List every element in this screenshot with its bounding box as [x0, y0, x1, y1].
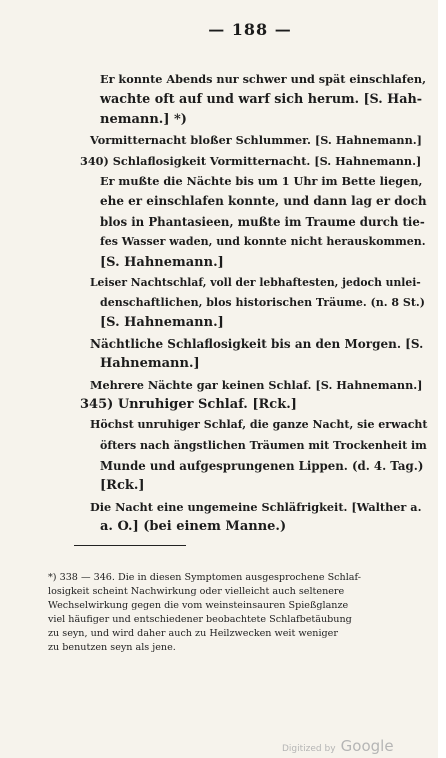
- text-line: ehe er einschlafen konnte, und dann lag er doch: [100, 194, 427, 208]
- text-line: a. O.] (bei einem Manne.): [100, 519, 287, 534]
- text-line: [Rck.]: [100, 478, 145, 493]
- digitized-watermark: [282, 736, 394, 755]
- text-line: Er konnte Abends nur schwer und spät einschlafen,: [100, 72, 427, 86]
- watermark-brand: Google: [340, 737, 394, 755]
- footnote-line: zu benutzen seyn als jene.: [48, 642, 176, 653]
- text-line: Die Nacht eine ungemeine Schläfrigkeit. [Walther a.: [90, 500, 422, 514]
- text-line: denschaftlichen, blos historischen Träume. (n. 8 St.): [100, 296, 425, 309]
- text-line: öfters nach ängstlichen Träumen mit Trockenheit im: [100, 439, 427, 452]
- footnote-line: Wechselwirkung gegen die vom weinsteinsauren Spießglanze: [48, 600, 349, 611]
- text-line: Nächtliche Schlaflosigkeit bis an den Morgen. [S.: [90, 337, 424, 351]
- text-line: Hahnemann.]: [100, 356, 200, 371]
- text-line: fes Wasser waden, und konnte nicht herauskommen.: [100, 235, 426, 248]
- text-line: 345) Unruhiger Schlaf. [Rck.]: [80, 397, 297, 412]
- page-edge: [438, 0, 446, 758]
- text-line: Vormitternacht bloßer Schlummer. [S. Hahnemann.]: [90, 133, 422, 147]
- text-line: blos in Phantasieen, mußte im Traume durch tie-: [100, 215, 425, 229]
- text-line: 340) Schlaflosigkeit Vormitternacht. [S. Hahnemann.]: [80, 154, 422, 168]
- watermark-prefix: Digitized by: [282, 744, 336, 754]
- footnote-line: viel häufiger und entschiedener beobachtete Schlafbetäubung: [48, 614, 352, 625]
- text-line: [S. Hahnemann.]: [100, 255, 224, 270]
- text-line: Leiser Nachtschlaf, voll der lebhaftesten, jedoch unlei-: [90, 276, 421, 289]
- text-line: nemann.] *): [100, 112, 187, 127]
- footnote-divider: [74, 545, 186, 546]
- text-line: wachte oft auf und warf sich herum. [S. Hah-: [100, 92, 423, 107]
- footnote-line: zu seyn, und wird daher auch zu Heilzwecken weit weniger: [48, 628, 338, 639]
- footnote-line: *) 338 — 346. Die in diesen Symptomen ausgesprochene Schlaf-: [48, 572, 361, 583]
- text-line: Munde und aufgesprungenen Lippen. (d. 4. Tag.): [100, 459, 424, 473]
- text-line: [S. Hahnemann.]: [100, 315, 224, 330]
- text-line: Er mußte die Nächte bis um 1 Uhr im Bette liegen,: [100, 174, 423, 188]
- footnote-line: losigkeit scheint Nachwirkung oder vielleicht auch seltenere: [48, 586, 345, 597]
- text-line: Mehrere Nächte gar keinen Schlaf. [S. Hahnemann.]: [90, 378, 423, 392]
- page-number: — 188 —: [208, 20, 292, 39]
- text-line: Höchst unruhiger Schlaf, die ganze Nacht, sie erwacht: [90, 418, 428, 431]
